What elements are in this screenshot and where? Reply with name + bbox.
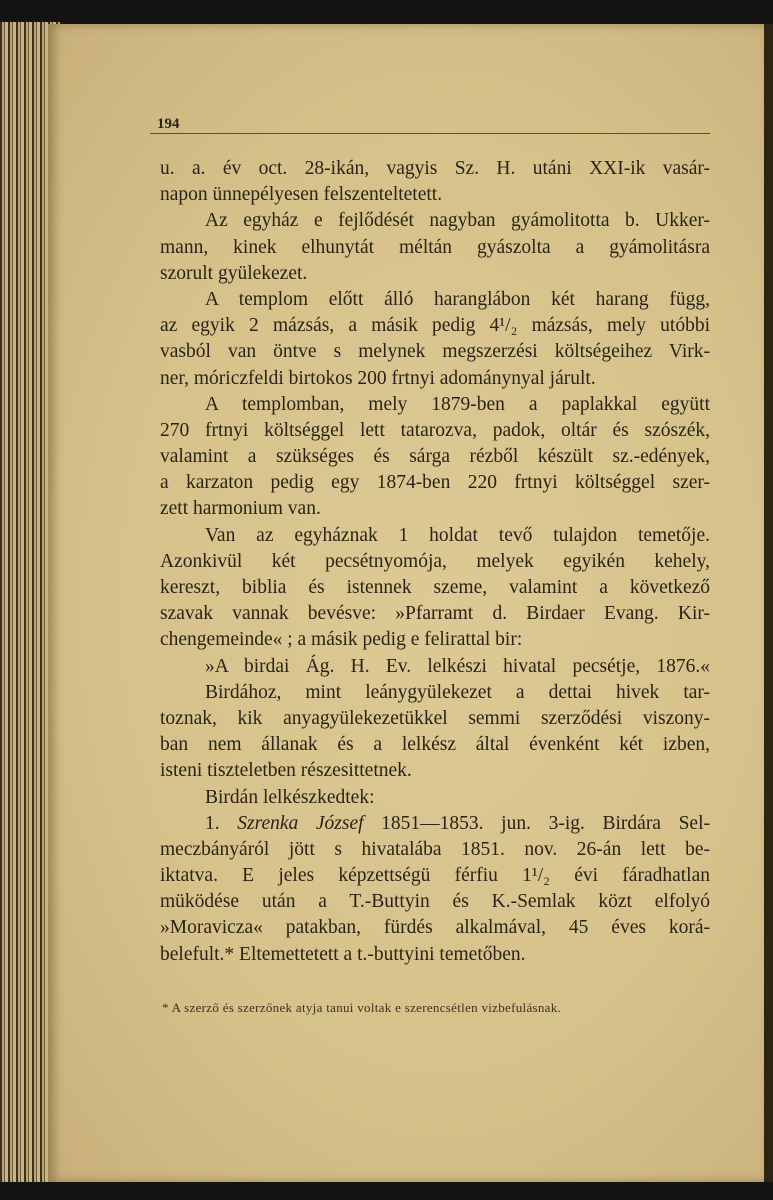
text-line: iktatva. E jeles képzettségü férfiu 1¹/₂ évi fáradhatlan [160,865,710,887]
text-line [160,811,710,837]
text-line: szavak vannak bevésve: »Pfarramt d. Birdaer Evang. Kir- [160,603,710,625]
text-line: A templom előtt álló haranglábon két harang függ, [205,288,710,310]
text-line: Van az egyháznak 1 holdat tevő tulajdon temetője. [205,524,710,546]
text-line: szorult gyülekezet. [160,262,308,284]
text-line: belefult.* Eltemettetett a t.-buttyini temetőben. [160,943,526,965]
text-line: A templomban, mely 1879-ben a paplakkal együtt [205,393,710,415]
footnote: * A szerző és szerzőnek atyja tanui voltak e szerencsétlen vizbefulásnak. [162,1000,562,1015]
text-line: ban nem állanak és a lelkész által évenként két izben, [160,734,710,756]
text-line: müködése után a T.-Buttyin és K.-Semlak közt elfolyó [160,891,710,913]
text-line: Azonkivül két pecsétnyomója, melyek egyikén kehely, [160,550,710,572]
text-line: az egyik 2 mázsás, a másik pedig 4¹/₂ mázsás, mely utóbbi [160,315,710,337]
person-name: Szrenka József [237,812,364,834]
text-line: chengemeinde« ; a másik pedig e felirattal bir: [160,629,523,651]
text-line: valamint a szükséges és sárga rézből készült sz.-edények, [160,446,710,468]
text-line: Birdához, mint leánygyülekezet a dettai hivek tar- [205,681,710,703]
list-number: 1. [205,812,238,834]
text-line: vasból van öntve s melynek megszerzési költségeihez Virk- [160,341,710,363]
header-rule [150,133,710,134]
text-line: Az egyház e fejlődését nagyban gyámolitotta b. Ukker- [205,210,710,232]
page-number: 194 [157,116,180,132]
text-line: ner, móriczfeldi birtokos 200 frtnyi adománynyal járult. [160,367,596,389]
text-line: toznak, kik anyagyülekezetükkel semmi szerződési viszony- [160,707,710,729]
text-line: 270 frtnyi költséggel lett tatarozva, padok, oltár és szószék, [160,419,710,441]
text-line: Birdán lelkészkedtek: [205,786,375,808]
text-line: »A birdai Ág. H. Ev. lelkészi hivatal pecsétje, 1876.« [205,655,710,677]
text-line: zett harmonium van. [160,498,321,520]
text-line: »Moravicza« patakban, fürdés alkalmával, 45 éves korá- [160,917,710,939]
text-line: meczbányáról jött s hivatalába 1851. nov. 26-án lett be- [160,838,710,860]
text-line: napon ünnepélyesen felszenteltetett. [160,184,443,206]
text-line: isteni tiszteletben részesittetnek. [160,760,412,782]
text-line: u. a. év oct. 28-ikán, vagyis Sz. H. utáni XXI-ik vasár- [160,158,710,179]
text-line: a karzaton pedig egy 1874-ben 220 frtnyi költséggel szer- [160,472,710,494]
body-text [160,156,710,968]
text-line: kereszt, biblia és istennek szeme, valamint a következő [160,577,710,598]
page-right-edge [764,24,773,1182]
line-text: 1851—1853. jun. 3-ig. Birdára Sel- [363,812,710,834]
text-line: mann, kinek elhunytát méltán gyászolta a gyámolitásra [160,236,710,258]
